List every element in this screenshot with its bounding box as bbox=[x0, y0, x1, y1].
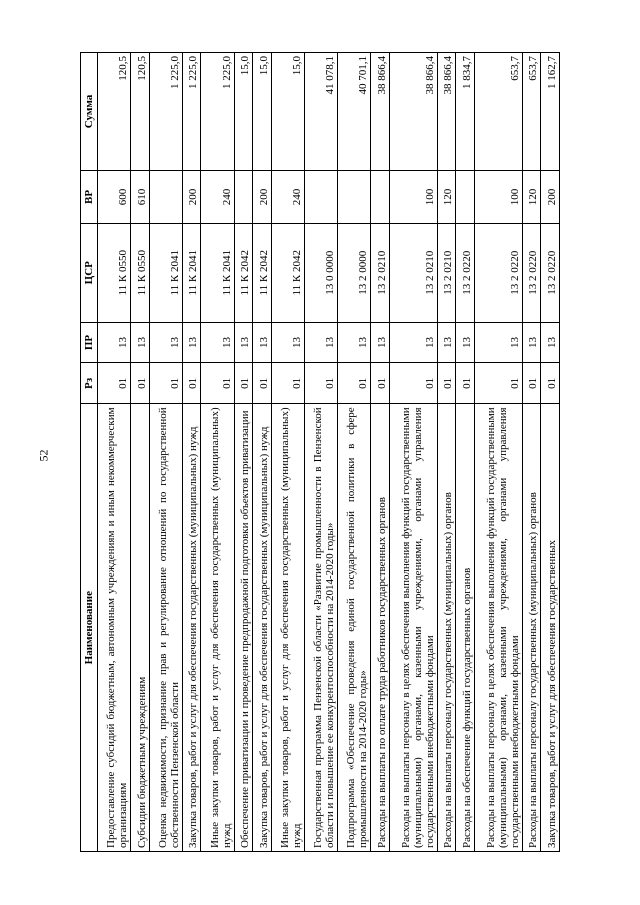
cell-pr: 13 bbox=[456, 322, 474, 363]
cell-rz: 01 bbox=[149, 363, 182, 404]
cell-csr: 13 2 0210 bbox=[389, 223, 437, 322]
table-row bbox=[253, 53, 271, 852]
budget-table bbox=[80, 52, 560, 852]
cell-sum: 1 162,7 bbox=[541, 53, 560, 171]
cell-csr: 13 0 0000 bbox=[304, 223, 337, 322]
cell-rz: 01 bbox=[98, 363, 131, 404]
cell-csr: 11 К 2041 bbox=[201, 223, 234, 322]
cell-csr: 13 2 0000 bbox=[338, 223, 371, 322]
rotated-table-container bbox=[80, 52, 560, 852]
cell-name: Оценка недвижимости, признание прав и регулирование отношений по государственной собственности Пензенской области bbox=[149, 404, 182, 852]
cell-sum: 38 866,4 bbox=[437, 53, 455, 171]
cell-name: Расходы на выплаты по оплате труда работников государственных органов bbox=[371, 404, 389, 852]
table-row bbox=[304, 53, 337, 852]
cell-vr: 200 bbox=[182, 170, 200, 223]
cell-name: Закупка товаров, работ и услуг для обеспечения государственных (муниципальных) нужд bbox=[253, 404, 271, 852]
cell-sum: 38 866,4 bbox=[371, 53, 389, 171]
cell-csr: 13 2 0220 bbox=[522, 223, 540, 322]
cell-sum: 1 225,0 bbox=[182, 53, 200, 171]
cell-name: Предоставление субсидий бюджетным, автономным учреждениям и иным некоммерческим организациям bbox=[98, 404, 131, 852]
cell-sum: 15,0 bbox=[271, 53, 304, 171]
header-rz: Рз bbox=[81, 363, 98, 404]
cell-vr: 610 bbox=[131, 170, 149, 223]
cell-pr: 13 bbox=[149, 322, 182, 363]
cell-vr bbox=[371, 170, 389, 223]
cell-csr: 11 К 2042 bbox=[253, 223, 271, 322]
cell-vr bbox=[149, 170, 182, 223]
cell-csr: 11 К 0550 bbox=[98, 223, 131, 322]
table-row bbox=[182, 53, 200, 852]
cell-name: Расходы на выплаты персоналу государственных (муниципальных) органов bbox=[522, 404, 540, 852]
header-pr: ПР bbox=[81, 322, 98, 363]
cell-vr: 100 bbox=[474, 170, 522, 223]
cell-rz: 01 bbox=[541, 363, 560, 404]
cell-sum: 38 866,4 bbox=[389, 53, 437, 171]
cell-pr: 13 bbox=[474, 322, 522, 363]
cell-sum: 653,7 bbox=[474, 53, 522, 171]
table-row bbox=[271, 53, 304, 852]
table-row bbox=[131, 53, 149, 852]
cell-name: Расходы на выплаты персоналу в целях обеспечения выполнения функций государственными (муниципальными) органами, казенными учреждениями, органами управления государственными внебюджетными фондами bbox=[389, 404, 437, 852]
table-row bbox=[437, 53, 455, 852]
cell-rz: 01 bbox=[389, 363, 437, 404]
cell-pr: 13 bbox=[338, 322, 371, 363]
cell-sum: 1 225,0 bbox=[149, 53, 182, 171]
cell-vr: 100 bbox=[389, 170, 437, 223]
cell-pr: 13 bbox=[201, 322, 234, 363]
cell-rz: 01 bbox=[371, 363, 389, 404]
cell-vr bbox=[456, 170, 474, 223]
cell-rz: 01 bbox=[182, 363, 200, 404]
cell-pr: 13 bbox=[271, 322, 304, 363]
cell-name: Государственная программа Пензенской области «Развитие промышленности в Пензенской области и повышение ее конкурентоспособности на 2014-2020 годы» bbox=[304, 404, 337, 852]
cell-pr: 13 bbox=[371, 322, 389, 363]
cell-name: Расходы на обеспечение функций государственных органов bbox=[456, 404, 474, 852]
cell-pr: 13 bbox=[541, 322, 560, 363]
cell-sum: 1 225,0 bbox=[201, 53, 234, 171]
cell-vr: 240 bbox=[201, 170, 234, 223]
cell-rz: 01 bbox=[234, 363, 252, 404]
cell-rz: 01 bbox=[131, 363, 149, 404]
cell-rz: 01 bbox=[474, 363, 522, 404]
cell-csr: 13 2 0210 bbox=[437, 223, 455, 322]
cell-rz: 01 bbox=[271, 363, 304, 404]
header-csr: ЦСР bbox=[81, 223, 98, 322]
cell-sum: 15,0 bbox=[234, 53, 252, 171]
table-row bbox=[456, 53, 474, 852]
cell-rz: 01 bbox=[338, 363, 371, 404]
table-row bbox=[389, 53, 437, 852]
cell-sum: 1 834,7 bbox=[456, 53, 474, 171]
cell-vr: 200 bbox=[253, 170, 271, 223]
table-row bbox=[541, 53, 560, 852]
cell-csr: 13 2 0210 bbox=[371, 223, 389, 322]
cell-name: Иные закупки товаров, работ и услуг для обеспечения государственных (муниципальных) нужд bbox=[201, 404, 234, 852]
cell-pr: 13 bbox=[131, 322, 149, 363]
cell-rz: 01 bbox=[253, 363, 271, 404]
cell-csr: 13 2 0220 bbox=[456, 223, 474, 322]
table-row bbox=[338, 53, 371, 852]
cell-vr: 600 bbox=[98, 170, 131, 223]
cell-csr: 11 К 2042 bbox=[271, 223, 304, 322]
cell-vr bbox=[304, 170, 337, 223]
cell-sum: 15,0 bbox=[253, 53, 271, 171]
cell-pr: 13 bbox=[98, 322, 131, 363]
table-row bbox=[234, 53, 252, 852]
cell-pr: 13 bbox=[234, 322, 252, 363]
cell-sum: 41 078,1 bbox=[304, 53, 337, 171]
table-row bbox=[522, 53, 540, 852]
cell-vr: 120 bbox=[437, 170, 455, 223]
table-row bbox=[371, 53, 389, 852]
table-row bbox=[474, 53, 522, 852]
cell-name: Обеспечение приватизации и проведение предпродажной подготовки объектов приватизации bbox=[234, 404, 252, 852]
cell-rz: 01 bbox=[456, 363, 474, 404]
cell-name: Подпрограмма «Обеспечение проведения единой государственной политики в сфере промышленности на 2014-2020 годы» bbox=[338, 404, 371, 852]
cell-name: Субсидии бюджетным учреждениям bbox=[131, 404, 149, 852]
cell-rz: 01 bbox=[304, 363, 337, 404]
cell-sum: 40 701,1 bbox=[338, 53, 371, 171]
cell-pr: 13 bbox=[437, 322, 455, 363]
cell-csr: 11 К 2041 bbox=[149, 223, 182, 322]
cell-csr: 11 К 2041 bbox=[182, 223, 200, 322]
cell-csr: 11 К 2042 bbox=[234, 223, 252, 322]
header-name: Наименование bbox=[81, 404, 98, 852]
cell-sum: 120,5 bbox=[131, 53, 149, 171]
cell-csr: 13 2 0220 bbox=[474, 223, 522, 322]
table-row bbox=[149, 53, 182, 852]
cell-pr: 13 bbox=[304, 322, 337, 363]
cell-name: Иные закупки товаров, работ и услуг для обеспечения государственных (муниципальных) нужд bbox=[271, 404, 304, 852]
cell-csr: 11 К 0550 bbox=[131, 223, 149, 322]
cell-sum: 120,5 bbox=[98, 53, 131, 171]
cell-rz: 01 bbox=[437, 363, 455, 404]
cell-name: Закупка товаров, работ и услуг для обеспечения государственных bbox=[541, 404, 560, 852]
cell-pr: 13 bbox=[389, 322, 437, 363]
cell-vr: 200 bbox=[541, 170, 560, 223]
table-header-row bbox=[81, 53, 98, 852]
cell-sum: 653,7 bbox=[522, 53, 540, 171]
cell-rz: 01 bbox=[201, 363, 234, 404]
cell-pr: 13 bbox=[522, 322, 540, 363]
table-row bbox=[98, 53, 131, 852]
cell-rz: 01 bbox=[522, 363, 540, 404]
cell-csr: 13 2 0220 bbox=[541, 223, 560, 322]
cell-pr: 13 bbox=[182, 322, 200, 363]
cell-name: Закупка товаров, работ и услуг для обеспечения государственных (муниципальных) нужд bbox=[182, 404, 200, 852]
page-number: 52 bbox=[36, 449, 51, 462]
cell-name: Расходы на выплаты персоналу в целях обеспечения выполнения функций государственными (муниципальными) органами, казенными учреждениями, органами управления государственными внебюджетными фондами bbox=[474, 404, 522, 852]
cell-pr: 13 bbox=[253, 322, 271, 363]
table-row bbox=[201, 53, 234, 852]
cell-vr: 120 bbox=[522, 170, 540, 223]
header-sum: Сумма bbox=[81, 53, 98, 171]
cell-vr: 240 bbox=[271, 170, 304, 223]
header-vr: ВР bbox=[81, 170, 98, 223]
cell-vr bbox=[234, 170, 252, 223]
cell-name: Расходы на выплаты персоналу государственных (муниципальных) органов bbox=[437, 404, 455, 852]
cell-vr bbox=[338, 170, 371, 223]
